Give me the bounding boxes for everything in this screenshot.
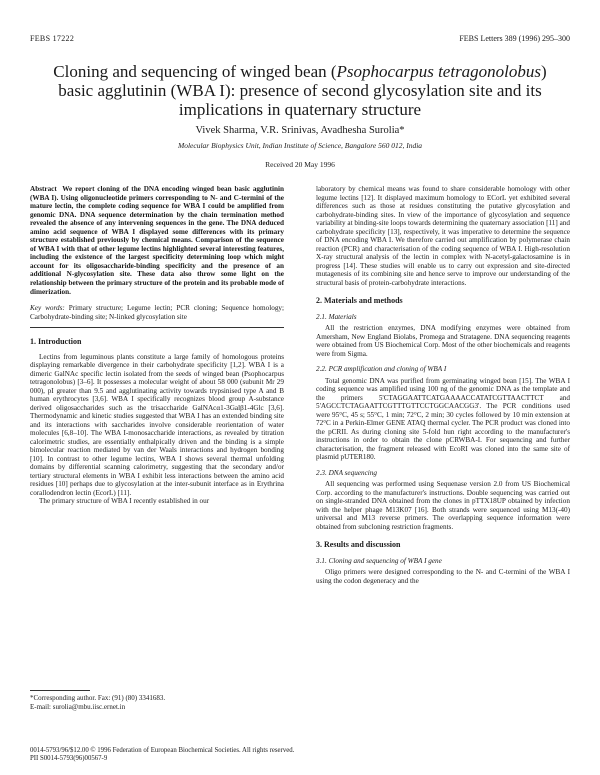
corresponding-author: *Corresponding author. Fax: (91) (80) 3341683.: [30, 694, 166, 702]
title-line3: implications in quaternary structure: [178, 100, 422, 119]
footnote: [30, 690, 284, 711]
article-title: [30, 62, 570, 119]
received-date: Received 20 May 1996: [265, 160, 335, 169]
title-line2: basic agglutinin (WBA I): presence of second glycosylation site and its: [58, 81, 542, 100]
materials-text: All the restriction enzymes, DNA modifying enzymes were obtained from Amersham, New England Biolabs, Promega and Stratagene. DNA sequencing reagents were obtained from US Biochemical Corp. Most of the other biochemicals and reagents were from Sigma.: [316, 324, 570, 358]
footnote-rule: [30, 690, 90, 691]
running-header-right: FEBS Letters 389 (1996) 295–300: [459, 34, 570, 43]
copyright-line: 0014-5793/96/$12.00 © 1996 Federation of European Biochemical Societies. All rights reserved.: [30, 747, 295, 754]
right-column: [316, 185, 570, 585]
cloning-subheading: 3.1. Cloning and sequencing of WBA I gene: [316, 556, 442, 565]
materials-subheading: 2.1. Materials: [316, 312, 357, 321]
intro-paragraph-1: Lectins from leguminous plants constitute a large family of homologous proteins displaying remarkable divergence in their carbohydrate specificity [1,2]. WBA I is a dimeric GalNAc specific lectin isolated from the seeds of winged bean (Psophocarpus tetragonolobus) [3–6]. It possesses a molecular weight of about 58 000 (subunit Mr 29 000), pI greater than 9.5 and agglutinating activity towards trypsinised type A and B human erythrocytes [3,6]. WBA I specifically recognizes blood group A-substance derived oligosaccharides such as the trisaccharide GalNAcα1-3Galβ1-4Glc [3,6]. Thermodynamic and kinetic studies suggested that WBA I has an extended binding site and its interactions with saccharides involve considerable reorientation of water molecules [6,8–10]. The WBA I-monosaccharide interactions, as revealed by titration calorimetric studies, are essentially enthalpically driven and the binding is a simple bimolecular reaction mediated by van der Waals interactions and hydrogen bonding [10]. In contrast to other legume lectins, WBA I shows several thermal unfolding domains by differential scanning calorimetry, suggesting that the secondary and/or tertiary structural elements in WBA I exhibit less interactions between the amino acid residues [10] perhaps due to glycosylation at the inter-subunit interface as in Erythrina corallodendron lectin (EcorL) [11].: [30, 352, 284, 497]
author-email: E-mail: surolia@mbu.iisc.ernet.in: [30, 702, 126, 711]
results-heading: 3. Results and discussion: [316, 540, 401, 549]
pii-line: PII S0014-5793(96)00567-9: [30, 755, 108, 762]
pcr-subheading: 2.2. PCR amplification and cloning of WBA I: [316, 365, 447, 373]
intro-paragraph-2: The primary structure of WBA I recently established in our: [39, 497, 210, 506]
intro-heading: 1. Introduction: [30, 337, 82, 347]
right-paragraph-1: laboratory by chemical means was found to share considerable homology with other legume lectins [12]. It displayed maximum homology to ECorL yet exhibited several differences such as those at residues constituting the putative glycosylation and carbohydrate-binding sites. In view of the importance of glycosylation and sequence variability at binding-site loops towards determining the quaternary association [11] and carbohydrate specificity [13], respectively, it was imperative to determine the sequence of DNA encoding WBA I. We therefore carried out amplification by polymerase chain reaction (PCR) and characterisation of the coding sequence of WBA I. High-resolution X-ray structural analysis of the lectin in complex with N-acetyl-galactosamine is in progress [14]. These studies will enable us to carry out expression and site-directed mutagenesis of its combining site and hence serve to improve our understanding of the structural basis of protein-carbohydrate interactions.: [316, 185, 570, 287]
abstract: Abstract We report cloning of the DNA encoding winged bean basic agglutinin (WBA I). Using oligonucleotide primers corresponding to N- and C-termini of the mature lectin, the complete coding sequence for WBA I could be amplified from genomic DNA. DNA sequence determination by the chain termination method revealed the absence of any intervening sequences in the gene. The DNA deduced amino acid sequence of WBA I displayed some differences with its primary structure established previously by chemical means. Comparison of the sequence of WBA I with that of other legume lectins highlighted several interesting features, including the existence of the largest specificity determining loop which might account for its oligosaccharide-binding specificity and the presence of an additional N-glycosylation site. These data also throw some light on the relationship between the primary structure of the protein and its probable mode of dimerization.: [30, 185, 284, 296]
running-header-left: FEBS 17222: [30, 34, 75, 43]
authors: Vivek Sharma, V.R. Srinivas, Avadhesha Surolia*: [195, 125, 405, 136]
title-line1: Cloning and sequencing of winged bean (Psophocarpus tetragonolobus): [53, 62, 547, 81]
cloning-text: Oligo primers were designed corresponding to the N- and C-termini of the WBA I using the codon degeneracy and the: [316, 568, 570, 585]
affiliation: Molecular Biophysics Unit, Indian Institute of Science, Bangalore 560 012, India: [177, 141, 423, 150]
copyright-notice: [30, 747, 570, 763]
left-column: [30, 185, 284, 506]
divider: [30, 327, 284, 328]
pcr-text: Total genomic DNA was purified from germinating winged bean [15]. The WBA I coding sequence was amplified using 100 ng of the genomic DNA as the template and the primers 5'CTAGGAATTCATGAAAACCATATCGTTAACTTCT and 5'AGCCTCTAGAATTCGTTTGTTCCTGGCAACGG3'. The PCR conditions used were 95°C, 45 s; 55°C, 1 min; 72°C, 2 min; 30 cycles followed by 10 min extension at 72°C in a Perkin-Elmer GENE ATAQ thermal cycler. The PCR product was cloned into the pCRII. As during cloning site 5-fold hun right according to the manufacturer's instructions in order to obtain the clone pCRWBA-I. For sequencing and further characterisation, the fragment released with EcoRI was cloned into the same site of plasmid pUTER180.: [316, 376, 570, 461]
keywords: Key words: Primary structure; Legume lectin; PCR cloning; Sequence homology; Carbohydrate-binding site; N-linked glycosylation site: [30, 304, 285, 321]
sequencing-text: All sequencing was performed using Sequenase version 2.0 from US Biochemical Corp. according to the manufacturer's instructions. Double sequencing was carried out on single-stranded DNA obtained from the clones in pTTX18UP obtained by infection with the helper phage M13K07 [16]. Both strands were sequenced using M13(-40) universal and M13 reverse primers. The overlapping sequence information were obtained from subcloning restriction fragments.: [316, 480, 570, 531]
sequencing-subheading: 2.3. DNA sequencing: [316, 468, 377, 477]
methods-heading: 2. Materials and methods: [316, 296, 403, 305]
